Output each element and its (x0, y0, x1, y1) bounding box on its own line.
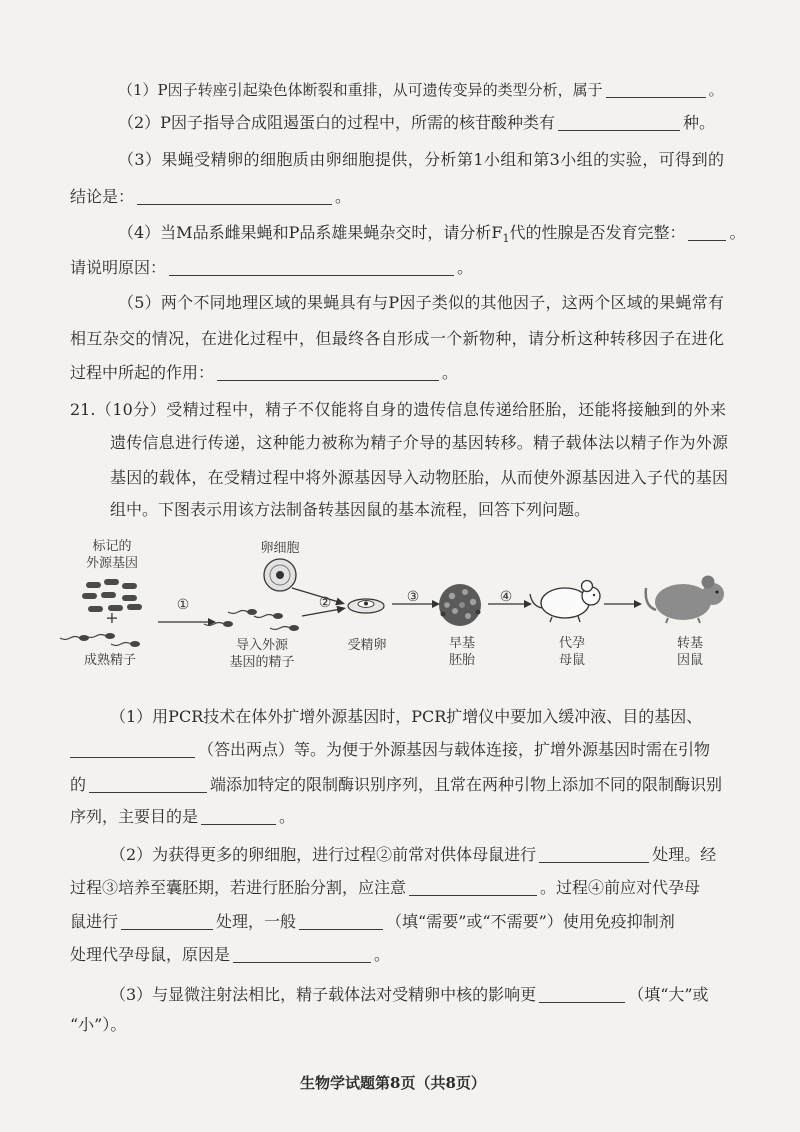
q20-part1-end: 。 (708, 81, 724, 99)
label-surrogate-1: 代孕 (558, 636, 586, 651)
sperm-tail (270, 627, 290, 630)
sperm-head (247, 609, 257, 615)
q20-part4-reason (70, 257, 473, 279)
gene-fragment (104, 579, 119, 585)
answer-blank (539, 988, 625, 1003)
answer-blank (233, 948, 371, 963)
q20-part4-subscript: 1 (502, 232, 510, 245)
label-foreign-gene: 外源基因 (85, 556, 139, 571)
gene-fragment (88, 606, 103, 612)
q21-part1-end: 。 (279, 807, 296, 826)
q20-part5-end: 。 (442, 363, 459, 382)
gene-fragment (127, 604, 142, 610)
q20-part3-line1: （3）果蝇受精卵的细胞质由卵细胞提供，分析第1小组和第3小组的实验，可得到的 (118, 150, 724, 169)
q21-part3-text2: “小”）。 (70, 1015, 127, 1034)
q21-part2-line1 (110, 844, 716, 866)
answer-blank (121, 915, 213, 930)
page-footer: 生物学试题第8页（共8页） (300, 1074, 486, 1092)
label-mature-sperm: 成熟精子 (83, 653, 137, 668)
answer-blank (70, 743, 195, 758)
label-surrogate-2: 母鼠 (558, 653, 586, 668)
label-zygote: 受精卵 (347, 638, 387, 653)
sperm-head (289, 625, 299, 631)
q21-part2-text2: 过程③培养至囊胚期，若进行胚胎分割，应注意 (70, 878, 407, 897)
sperm-head (273, 613, 283, 619)
sperm-tail (86, 635, 106, 638)
answer-blank (201, 810, 276, 825)
q20-part5-label: 过程中所起的作用： (70, 363, 215, 382)
q21-part3-line2 (70, 1014, 126, 1036)
label-gene-sperm-2: 基因的精子 (229, 655, 295, 670)
q21-part1-text3b: 端添加特定的限制酶识别序列，且常在两种引物上添加不同的限制酶识别 (210, 775, 723, 794)
label-gene-sperm-1: 导入外源 (235, 638, 289, 653)
answer-blank (169, 261, 454, 276)
step-3-label: ③ (406, 589, 420, 605)
answer-blank (217, 366, 439, 381)
transgenic-mouse-icon (646, 576, 724, 624)
answer-blank (137, 190, 332, 205)
answer-blank (299, 915, 383, 930)
gene-loaded-sperm-group (204, 609, 299, 631)
sperm-head (223, 621, 233, 627)
q21-stem-line3: 基因的载体，在受精过程中将外源基因导入动物胚胎，从而使外源基因进入子代的基因 (110, 468, 728, 487)
answer-blank (409, 881, 537, 896)
gene-fragment (82, 593, 97, 599)
egg-cell (264, 559, 296, 591)
q20-part4-reason-end: 。 (457, 258, 474, 277)
q21-part1-line4 (70, 806, 295, 828)
label-egg-cell: 卵细胞 (260, 541, 300, 556)
step-4-label: ④ (499, 589, 513, 605)
q21-part3-text1: （3）与显微注射法相比，精子载体法对受精卵中核的影响更 (110, 985, 537, 1004)
q20-part4-reason-label: 请说明原因： (70, 258, 167, 277)
q21-part1-line2 (70, 739, 710, 761)
q20-part2 (118, 112, 715, 134)
q21-part1-line1 (110, 706, 702, 728)
gene-fragment (101, 592, 116, 598)
answer-blank (558, 116, 680, 131)
q20-part2-text: （2）P因子指导合成阻遏蛋白的过程中，所需的核苷酸种类有 (118, 113, 555, 132)
q21-stem-line4-text: 组中。下图表示用该方法制备转基因鼠的基本流程，回答下列问题。 (110, 500, 591, 519)
q20-part4-text-b: 代的性腺是否发育完整： (509, 223, 686, 242)
q21-part3-text1-after: （填“大”或 (628, 985, 709, 1004)
q21-part2-text3a: 鼠进行 (70, 912, 119, 931)
early-embryo (439, 584, 481, 626)
q20-part4-text-a: （4）当M品系雌果蝇和P品系雄果蝇杂交时，请分析F (118, 223, 503, 242)
q21-part2-text3b: 处理，一般 (216, 912, 297, 931)
sperm-head (79, 635, 89, 641)
step-1-label: ① (176, 597, 190, 613)
q20-part3-conclusion (70, 186, 351, 208)
arrow-to-transgenic-mouse (604, 600, 642, 608)
q21-part1-line3 (70, 774, 722, 796)
sperm-tail (111, 643, 131, 646)
sperm-head (105, 633, 115, 639)
q21-part1-text3a: 的 (70, 775, 87, 794)
surrogate-mouse-icon (530, 581, 600, 623)
label-transgenic-1: 转基 (676, 636, 704, 651)
q20-part3-label: 结论是： (70, 187, 135, 206)
sperm-tail (60, 637, 80, 640)
sperm-tail (228, 611, 248, 614)
q21-part2-text2-after: 。过程④前应对代孕母 (540, 878, 701, 897)
label-early-embryo-2: 胚胎 (448, 653, 476, 668)
q21-part1-text1: （1）用PCR技术在体外扩增外源基因时，PCR扩增仪中要加入缓冲液、目的基因、 (110, 707, 703, 726)
q21-part2-text1: （2）为获得更多的卵细胞，进行过程②前常对供体母鼠进行 (110, 845, 537, 864)
gene-fragment (86, 582, 101, 588)
sperm-head (130, 641, 140, 647)
gene-fragment (122, 583, 137, 589)
q21-part1-text2: （答出两点）等。为便于外源基因与载体连接，扩增外源基因时需在引物 (198, 740, 711, 759)
q21-part3-line1 (110, 984, 709, 1006)
mature-sperm-group (60, 633, 140, 647)
answer-blank (606, 83, 706, 98)
q20-part1-text: （1）P因子转座引起染色体断裂和重排，从可遗传变异的类型分析，属于 (118, 81, 603, 99)
gene-fragment (122, 595, 137, 601)
answer-blank (539, 848, 649, 863)
q20-part1 (118, 79, 724, 101)
q20-part2-end: 种。 (682, 113, 715, 132)
zygote (348, 599, 384, 613)
q21-part2-line2 (70, 877, 700, 899)
q21-part1-text4: 序列，主要目的是 (70, 807, 199, 826)
q20-part4 (118, 222, 745, 246)
q21-stem-line1: 21.（10分）受精过程中，精子不仅能将自身的遗传信息传递给胚胎，还能将接触到的外来 (70, 400, 726, 419)
q20-part5-line3 (70, 362, 458, 384)
label-transgenic-2: 因鼠 (676, 653, 704, 668)
label-early-embryo-1: 早基 (448, 636, 476, 651)
q21-part2-text4: 处理代孕母鼠，原因是 (70, 945, 231, 964)
q20-part5-line2: 相互杂交的情况，在进化过程中，但最终各自形成一个新物种，请分析这种转移因子在进化 (70, 329, 724, 348)
q20-part3-end: 。 (335, 187, 352, 206)
q21-part2-end: 。 (374, 945, 391, 964)
plus-sign: + (105, 608, 119, 627)
q21-stem-line4 (110, 499, 590, 521)
sperm-tail (254, 615, 274, 618)
label-marked: 标记的 (92, 539, 132, 554)
q21-part2-text1-after: 处理。经 (652, 845, 717, 864)
q20-part5-line1: （5）两个不同地理区域的果蝇具有与P因子类似的其他因子，这两个区域的果蝇常有 (118, 293, 724, 312)
q21-stem-line2: 遗传信息进行传递，这种能力被称为精子介导的基因转移。精子载体法以精子作为外源 (110, 433, 728, 452)
q21-part2-line3 (70, 911, 675, 933)
q20-part4-end: 。 (729, 223, 746, 242)
answer-blank (89, 778, 207, 793)
q21-part2-line4 (70, 944, 390, 966)
answer-blank (688, 226, 726, 241)
step-2-label: ② (318, 595, 332, 611)
q21-part2-text3c: （填“需要”或“不需要”）使用免疫抑制剂 (386, 912, 675, 931)
